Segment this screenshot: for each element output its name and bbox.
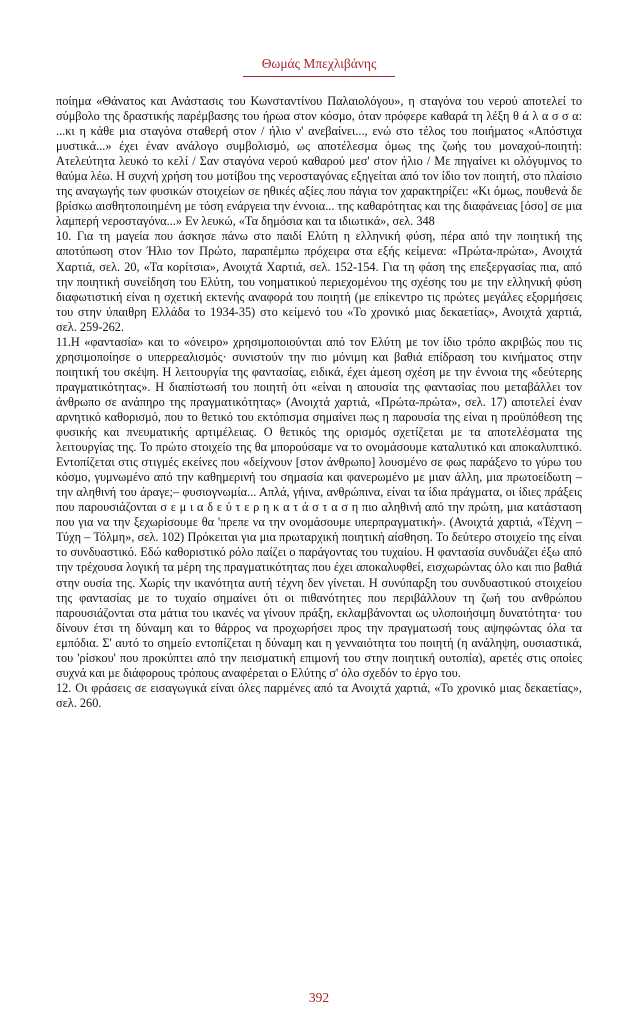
- note-12: 12. Οι φράσεις σε εισαγωγικά είναι όλες παρμένες από τα Ανοιχτά χαρτιά, «Το χρονικό μιας δεκαετίας», σελ. 260.: [56, 680, 582, 710]
- note-10: 10. Για τη μαγεία που άσκησε πάνω στο παιδί Ελύτη η ελληνική φύση, πέρα από την ποιητική της αποτύπωση στον Ήλιο τον Πρώτο, παραπέμπω πρόχειρα στα εξής κείμενα: «Πρώτα-πρώτα», Ανοιχτά Χαρτιά, σελ. 20, «Τα κορίτσια», Ανοιχτά Χαρτιά, σελ. 152-154. Για τη φάση της επεξεργασίας πια, από την ποιητική συνείδηση του Ελύτη, του νοηματικού περιεχομένου της σχέσης του με την ελληνική φύση διαφωτιστική είναι η σχετική εκτενής αναφορά του ποιητή (με επίκεντρο τις πρώτες μεγάλες εξορμήσεις του στην ύπαιθρη Ελλάδα το 1934-35) στο κείμενό του «Το χρονικό μιας δεκαετίας», Ανοιχτά χαρτιά, σελ. 259-262.: [56, 229, 582, 334]
- page-number: 392: [308, 990, 330, 1005]
- header-underline: [243, 76, 395, 77]
- note-9-continuation: ποίημα «Θάνατος και Ανάστασις του Κωνσταντίνου Παλαιολόγου», η σταγόνα του νερού αποτελεί το σύμβολο της δραστικής παρέμβασης του ήρωα στον κόσμο, όταν πρόφερε καθαρά τη λέξη θ ά λ α σ σ α: ...κι η κάθε μια σταγόνα σταθερή στον / ήλιο ν' ανεβαίνει..., ενώ στο τέλος του ποιήματος «Απόστιχα μυστικά...» έχει έναν ανάλογο συμβολισμό, ως αποτέλεσμα όμως της ζωής του μοναχού-ποιητή: Ατελεύτητα λευκό το κελί / Σαν σταγόνα νερού καθαρού μεσ' στον ήλιο / Με πηγαίνει κι ολόγυμνος το θαύμα λέω. Η συχνή χρήση του μοτίβου της νεροσταγόνας εξηγείται από τον ίδιο τον ποιητή, στο πλαίσιο της αναγωγής των φυσικών στοιχείων σε ηθικές αξίες που πάγια τον χαρακτηρίζει: «Κι όμως, πουθενά δε βρίσκω αισθητοποιημένη με τόση ενάργεια την έννοια... της καθαρότητας και της διαφάνειας [όσο] σε μια λαμπερή νεροσταγόνα...» Εν λευκώ, «Τα δημόσια και τα ιδιωτικά», σελ. 348: [56, 94, 582, 229]
- body-text: [56, 94, 582, 711]
- note-11: 11.Η «φαντασία» και το «όνειρο» χρησιμοποιούνται από τον Ελύτη με τον ίδιο τρόπο ακριβώς που τις χρησιμοποίησε ο υπερρεαλισμός· συνιστούν την πιο μόνιμη και βαθιά επίδραση του κινήματος στην ποιητική του σκέψη. Η λειτουργία της φαντασίας, ειδικά, έχει άμεση σχέση με την έννοια της «δεύτερης πραγματικότητας». Η διαπίστωσή του ποιητή ότι «είναι η απουσία της φαντασίας που μεταβάλλει τον άνθρωπο σε ανάπηρο της πραγματικότητας» (Ανοιχτά χαρτιά, «Πρώτα-πρώτα», σελ. 17) αποτελεί έναν αρνητικό καθορισμό, που το θετικό του εκτόπισμα σημαίνει πως η παρουσία της είναι η προϋπόθεση της φυσικής και πνευματικής αρτιμέλειας. Ο θετικός της ορισμός σχετίζεται με τα αποτελέσματα της λειτουργίας της. Το πρώτο στοιχείο της θα μπορούσαμε να το ονομάσουμε καταλυτικό και αποκαλυπτικό. Εντοπίζεται στις στιγμές εκείνες που «δείχνουν [στον άνθρωπο] λουσμένο σε φως παράξενο το γύρω του κόσμο, γυμνωμένο από την καθημερινή του σημασία και φανερωμένο με μιαν άλλη, μια πρωτοείδωτη –την αληθινή του άραγε;– φυσιογνωμία... Απλά, γήινα, ανθρώπινα, είναι τα ίδια πράγματα, οι ίδιες πράξεις που παρουσιάζονται σ ε μ ι α δ ε ύ τ ε ρ η κ α τ ά σ τ α σ η πιο αληθινή από την πρώτη, μια κατάσταση που για να την ξεχωρίσουμε θα 'πρεπε να την ονομάσουμε υπερπραγματική». (Ανοιχτά χαρτιά, «Τέχνη – Τύχη – Τόλμη», σελ. 102) Πρόκειται για μια πρωταρχική ποιητική αίσθηση. Το δεύτερο στοιχείο της είναι το συνδυαστικό. Εδώ καθοριστικό ρόλο παίζει ο παράγοντας του τυχαίου. Η φαντασία συνδυάζει έξω από την τρέχουσα λογική τα μέρη της πραγματικότητας που έχει αποκαλυφθεί, εισχωρώντας όλο και πιο βαθιά στην ουσία της. Χωρίς την ικανότητα αυτή τέχνη δεν γίνεται. Η συνύπαρξη του συνδυαστικού στοιχείου της φαντασίας με το τυχαίο σημαίνει ότι οι πιθανότητες που περιβάλλουν τη ζωή του ανθρώπου παρουσιάζονται στα μάτια του ικανές να γίνουν πράξη, εκλαμβάνονται ως υλοποιήσιμη δυνατότητα· του δίνουν έτσι τη δύναμη και το θάρρος να προχωρήσει προς την πραγματωσή τους αψηφώντας όλα τα εμπόδια. Σ' αυτό το σημείο εντοπίζεται η δύναμη και η γενναιότητα του ποιητή (η ανάληψη, ουσιαστικά, του 'ρίσκου' που προκύπτει από την πεισματική επιμονή του στην ποιητική ουτοπία), αρετές στις οποίες συχνά και με διάφορους τρόπους αναφέρεται ο Ελύτης σ' όλο σχεδόν το έργο του.: [56, 334, 582, 680]
- running-head-author: Θωμάς Μπεχλιβάνης: [261, 56, 377, 71]
